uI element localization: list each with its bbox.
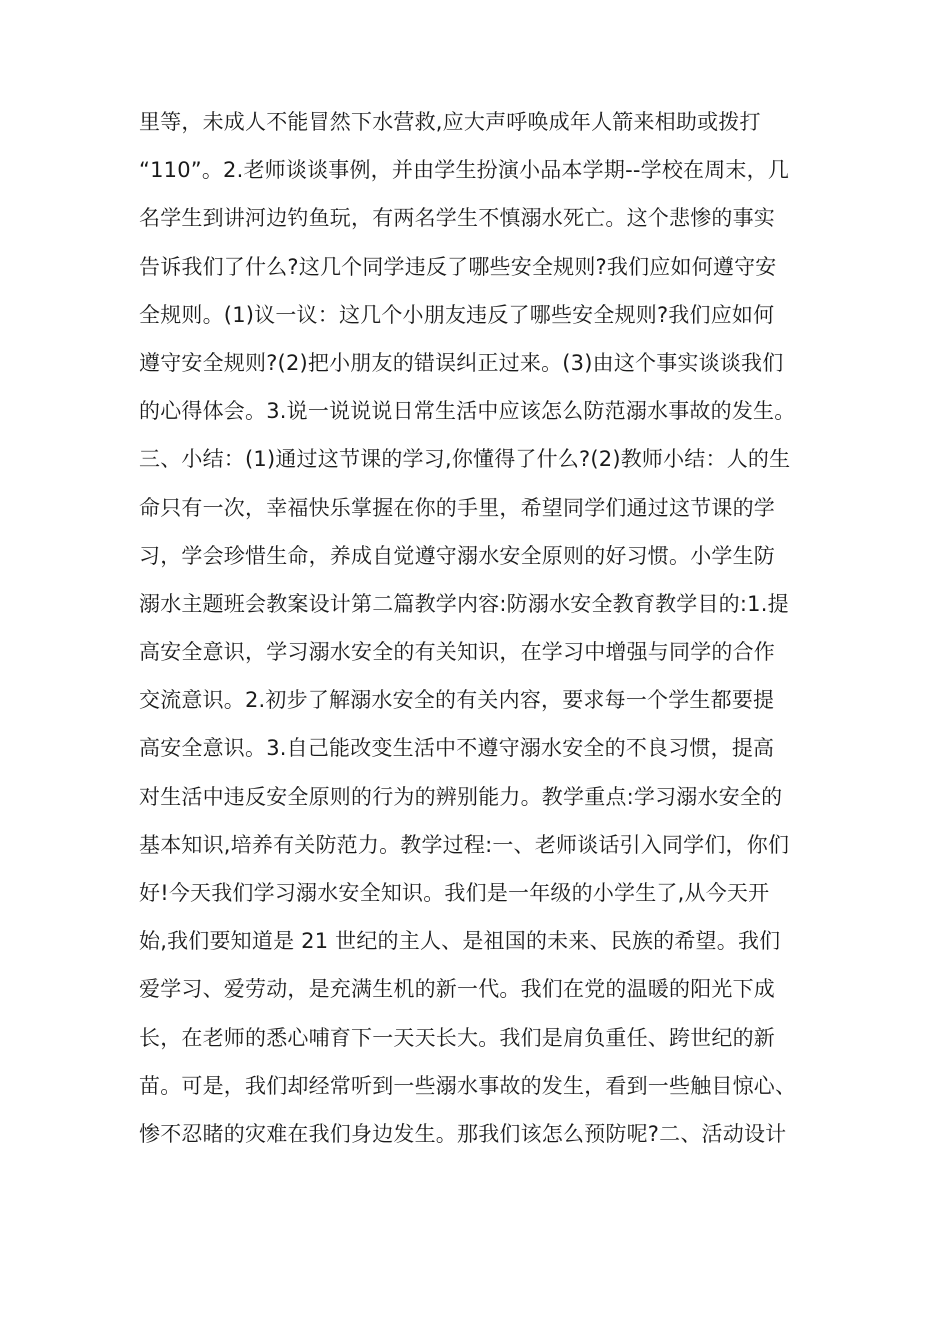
text-line: 溺水主题班会教案设计第二篇教学内容:防溺水安全教育教学目的:1.提	[139, 591, 789, 616]
text-line: 惨不忍睹的灾难在我们身边发生。那我们该怎么预防呢?二、活动设计	[139, 1121, 787, 1146]
text-line: 名学生到讲河边钓鱼玩，有两名学生不慎溺水死亡。这个悲惨的事实	[139, 206, 775, 231]
text-line: 高安全意识。3.自己能改变生活中不遵守溺水安全的不良习惯，提高	[139, 736, 775, 761]
text-line: 的心得体会。3.说一说说说日常生活中应该怎么防范溺水事故的发生。	[139, 399, 796, 424]
text-line: 爱学习、爱劳动，是充满生机的新一代。我们在党的温暖的阳光下成	[139, 977, 775, 1002]
text-line: 告诉我们了什么?这几个同学违反了哪些安全规则?我们应如何遵守安	[139, 254, 777, 279]
text-line: 里等，未成人不能冒然下水营救,应大声呼唤成年人箭来相助或拨打	[139, 110, 761, 134]
text-line: 对生活中违反安全原则的行为的辨别能力。教学重点:学习溺水安全的	[139, 784, 783, 809]
text-line: 三、小结：(1)通过这节课的学习,你懂得了什么?(2)教师小结：人的生	[139, 447, 791, 472]
text-line: “110”。2.老师谈谈事例，并由学生扮演小品本学期--学校在周末，几	[139, 158, 790, 183]
text-line: 苗。可是，我们却经常听到一些溺水事故的发生，看到一些触目惊心、	[139, 1073, 797, 1098]
text-line: 全规则。(1)议一议：这几个小朋友违反了哪些安全规则?我们应如何	[139, 302, 775, 327]
text-line: 好!今天我们学习溺水安全知识。我们是一年级的小学生了,从今天开	[139, 881, 770, 905]
text-line: 习，学会珍惜生命，养成自觉遵守溺水安全原则的好习惯。小学生防	[139, 543, 775, 568]
text-line: 基本知识,培养有关防范力。教学过程:一、老师谈话引入同学们，你们	[139, 832, 790, 857]
text-line: 交流意识。2.初步了解溺水安全的有关内容，要求每一个学生都要提	[139, 688, 775, 713]
text-line: 命只有一次，幸福快乐掌握在你的手里，希望同学们通过这节课的学	[139, 495, 775, 520]
text-line: 遵守安全规则?(2)把小朋友的错误纠正过来。(3)由这个事实谈谈我们	[139, 350, 784, 375]
body-text	[139, 98, 839, 1158]
text-line: 高安全意识，学习溺水安全的有关知识，在学习中增强与同学的合作	[139, 640, 775, 665]
text-line: 始,我们要知道是 21 世纪的主人、是祖国的未来、民族的希望。我们	[139, 929, 781, 954]
text-line: 长，在老师的悉心哺育下一天天长大。我们是肩负重任、跨世纪的新	[139, 1025, 775, 1050]
